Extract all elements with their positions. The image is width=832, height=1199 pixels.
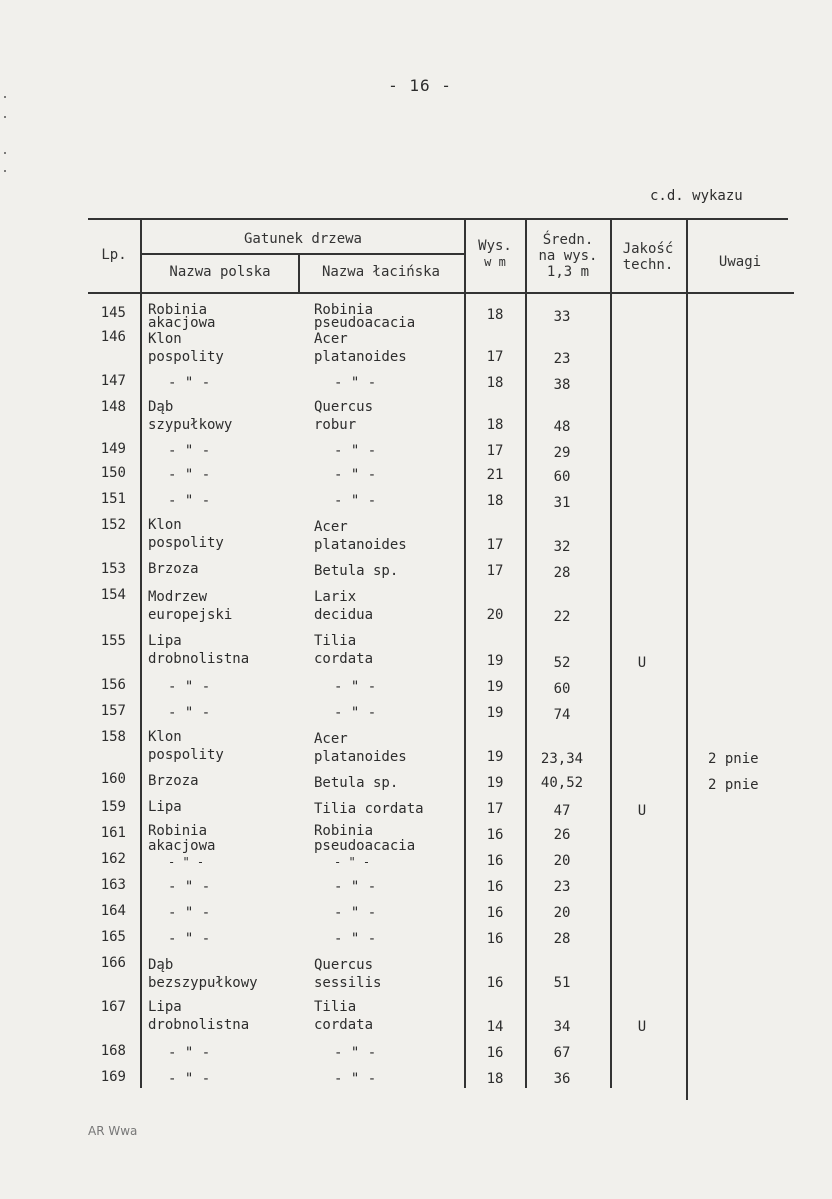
row-diameter: 74: [553, 707, 571, 723]
row-latin-name: - " -: [334, 679, 377, 695]
row-polish-name: - " -: [168, 1071, 211, 1087]
row-diameter: 38: [553, 377, 571, 393]
row-lp: 154: [100, 587, 126, 603]
row-lp: 148: [100, 399, 126, 415]
row-diameter: 28: [553, 565, 571, 581]
row-lp: 159: [100, 799, 126, 815]
row-diameter: 48: [553, 419, 571, 435]
row-height: 16: [486, 975, 504, 991]
row-lp: 147: [100, 373, 126, 389]
header-quality: [612, 241, 684, 273]
row-quality: U: [637, 655, 647, 671]
row-polish-name: - " -: [168, 467, 211, 483]
header-diameter: [527, 232, 609, 280]
row-lp: 161: [100, 825, 126, 841]
row-polish-name: Brzoza: [148, 561, 199, 577]
row-remarks: 2 pnie: [708, 777, 759, 793]
row-lp: 165: [100, 929, 126, 945]
row-height: 19: [486, 653, 504, 669]
header-height-line1: Wys.: [478, 238, 512, 254]
row-height: 18: [486, 1071, 504, 1087]
row-polish-name: Lipa drobnolistna: [148, 633, 250, 667]
header-bottom-rule: [88, 292, 794, 294]
row-lp: 146: [100, 329, 126, 345]
row-diameter: 26: [553, 827, 571, 843]
header-height-line2: w m: [484, 255, 506, 269]
row-height: 16: [486, 827, 504, 843]
row-diameter: 40,52: [540, 775, 584, 791]
table-top-rule: [88, 218, 788, 220]
row-latin-name: - " -: [334, 705, 377, 721]
row-polish-name: Dąb bezszypułkowy: [148, 957, 258, 991]
row-polish-name: - " -: [168, 931, 211, 947]
row-lp: 156: [100, 677, 126, 693]
row-latin-name: Tilia cordata: [314, 801, 424, 817]
binding-hole-mark: [4, 96, 6, 98]
row-height: 16: [486, 853, 504, 869]
row-latin-name: - " -: [334, 905, 377, 921]
row-diameter: 60: [553, 681, 571, 697]
row-height: 18: [486, 493, 504, 509]
row-height: 20: [486, 607, 504, 623]
row-latin-name: - " -: [334, 493, 377, 509]
row-diameter: 32: [553, 539, 571, 555]
row-latin-name: Acer platanoides: [314, 731, 407, 765]
row-latin-name: Robinia pseudoacacia: [314, 302, 416, 331]
row-lp: 164: [100, 903, 126, 919]
row-latin-name: - " -: [334, 1071, 377, 1087]
row-latin-name: Tilia cordata: [314, 633, 374, 667]
col-rule-lp: [140, 218, 142, 1088]
row-latin-name: Robinia pseudoacacia: [314, 823, 416, 854]
row-height: 17: [486, 349, 504, 365]
row-height: 19: [486, 679, 504, 695]
row-polish-name: - " -: [168, 679, 211, 695]
row-latin-name: - " -: [334, 1045, 377, 1061]
row-latin-name: - " -: [334, 467, 377, 483]
row-diameter: 29: [553, 445, 571, 461]
row-lp: 162: [100, 851, 126, 867]
row-height: 16: [486, 931, 504, 947]
row-latin-name: - " -: [334, 879, 377, 895]
row-polish-name: - " -: [168, 855, 205, 869]
row-diameter: 20: [553, 853, 571, 869]
row-polish-name: - " -: [168, 443, 211, 459]
row-height: 16: [486, 1045, 504, 1061]
row-latin-name: Larix decidua: [314, 589, 374, 623]
header-polish: Nazwa polska: [169, 264, 271, 280]
row-diameter: 20: [553, 905, 571, 921]
row-lp: 152: [100, 517, 126, 533]
header-height: [466, 238, 524, 270]
col-rule-quality: [686, 220, 688, 1100]
header-remarks: Uwagi: [718, 254, 762, 270]
row-diameter: 52: [553, 655, 571, 671]
row-height: 19: [486, 775, 504, 791]
row-lp: 145: [100, 305, 126, 321]
row-height: 16: [486, 879, 504, 895]
row-lp: 166: [100, 955, 126, 971]
row-polish-name: - " -: [168, 1045, 211, 1061]
row-latin-name: Quercus robur: [314, 399, 374, 433]
row-quality: U: [637, 1019, 647, 1035]
row-lp: 160: [100, 771, 126, 787]
row-height: 18: [486, 375, 504, 391]
row-diameter: 34: [553, 1019, 571, 1035]
binding-hole-mark: [4, 116, 6, 118]
header-species: Gatunek drzewa: [243, 231, 362, 247]
row-latin-name: Quercus sessilis: [314, 957, 382, 991]
row-latin-name: - " -: [334, 375, 377, 391]
row-diameter: 51: [553, 975, 571, 991]
row-polish-name: - " -: [168, 375, 211, 391]
row-height: 17: [486, 443, 504, 459]
row-diameter: 23,34: [540, 751, 584, 767]
row-lp: 167: [100, 999, 126, 1015]
row-height: 17: [486, 537, 504, 553]
row-diameter: 23: [553, 879, 571, 895]
row-diameter: 23: [553, 351, 571, 367]
row-polish-name: Modrzew europejski: [148, 589, 233, 623]
binding-hole-mark: [4, 170, 6, 172]
header-diameter-line2: na wys.: [538, 248, 598, 264]
row-polish-name: Robinia akacjowa: [148, 302, 216, 331]
row-diameter: 28: [553, 931, 571, 947]
row-height: 21: [486, 467, 504, 483]
row-height: 18: [486, 417, 504, 433]
row-polish-name: Lipa drobnolistna: [148, 999, 250, 1033]
binding-hole-mark: [4, 152, 6, 154]
row-quality: U: [637, 803, 647, 819]
row-latin-name: - " -: [334, 443, 377, 459]
row-height: 17: [486, 801, 504, 817]
row-height: 19: [486, 705, 504, 721]
row-height: 19: [486, 749, 504, 765]
footer-imprint: AR Wwa: [88, 1124, 138, 1138]
header-quality-line2: techn.: [622, 257, 674, 273]
row-polish-name: Robinia akacjowa: [148, 823, 216, 854]
row-latin-name: Acer platanoides: [314, 331, 407, 365]
row-polish-name: Brzoza: [148, 773, 199, 789]
header-diameter-line1: Średn.: [542, 232, 594, 248]
row-diameter: 60: [553, 469, 571, 485]
row-latin-name: Betula sp.: [314, 775, 399, 791]
row-polish-name: - " -: [168, 705, 211, 721]
row-lp: 168: [100, 1043, 126, 1059]
row-lp: 151: [100, 491, 126, 507]
row-height: 14: [486, 1019, 504, 1035]
row-height: 16: [486, 905, 504, 921]
row-lp: 150: [100, 465, 126, 481]
row-latin-name: Tilia cordata: [314, 999, 374, 1033]
row-height: 18: [486, 307, 504, 323]
row-latin-name: - " -: [334, 931, 377, 947]
row-polish-name: - " -: [168, 879, 211, 895]
row-lp: 169: [100, 1069, 126, 1085]
row-latin-name: - " -: [334, 855, 371, 869]
header-quality-line1: Jakość: [622, 241, 674, 257]
page-number: - 16 -: [388, 76, 452, 95]
species-sub-rule: [142, 253, 464, 255]
row-polish-name: Klon pospolity: [148, 729, 224, 763]
header-lp: Lp.: [101, 247, 127, 263]
row-lp: 157: [100, 703, 126, 719]
row-diameter: 67: [553, 1045, 571, 1061]
row-lp: 149: [100, 441, 126, 457]
row-remarks: 2 pnie: [708, 751, 759, 767]
row-lp: 163: [100, 877, 126, 893]
row-polish-name: Klon pospolity: [148, 517, 224, 551]
row-diameter: 22: [553, 609, 571, 625]
row-latin-name: Acer platanoides: [314, 519, 407, 553]
row-polish-name: - " -: [168, 493, 211, 509]
row-diameter: 31: [553, 495, 571, 511]
row-lp: 155: [100, 633, 126, 649]
row-diameter: 33: [553, 309, 571, 325]
row-polish-name: Dąb szypułkowy: [148, 399, 233, 433]
continuation-note: c.d. wykazu: [650, 188, 743, 204]
row-diameter: 36: [553, 1071, 571, 1087]
row-lp: 153: [100, 561, 126, 577]
row-latin-name: Betula sp.: [314, 563, 399, 579]
header-diameter-line3: 1,3 m: [546, 264, 590, 280]
row-height: 17: [486, 563, 504, 579]
header-latin: Nazwa łacińska: [321, 264, 440, 280]
row-diameter: 47: [553, 803, 571, 819]
row-polish-name: - " -: [168, 905, 211, 921]
row-lp: 158: [100, 729, 126, 745]
row-polish-name: Klon pospolity: [148, 331, 224, 365]
row-polish-name: Lipa: [148, 799, 182, 815]
